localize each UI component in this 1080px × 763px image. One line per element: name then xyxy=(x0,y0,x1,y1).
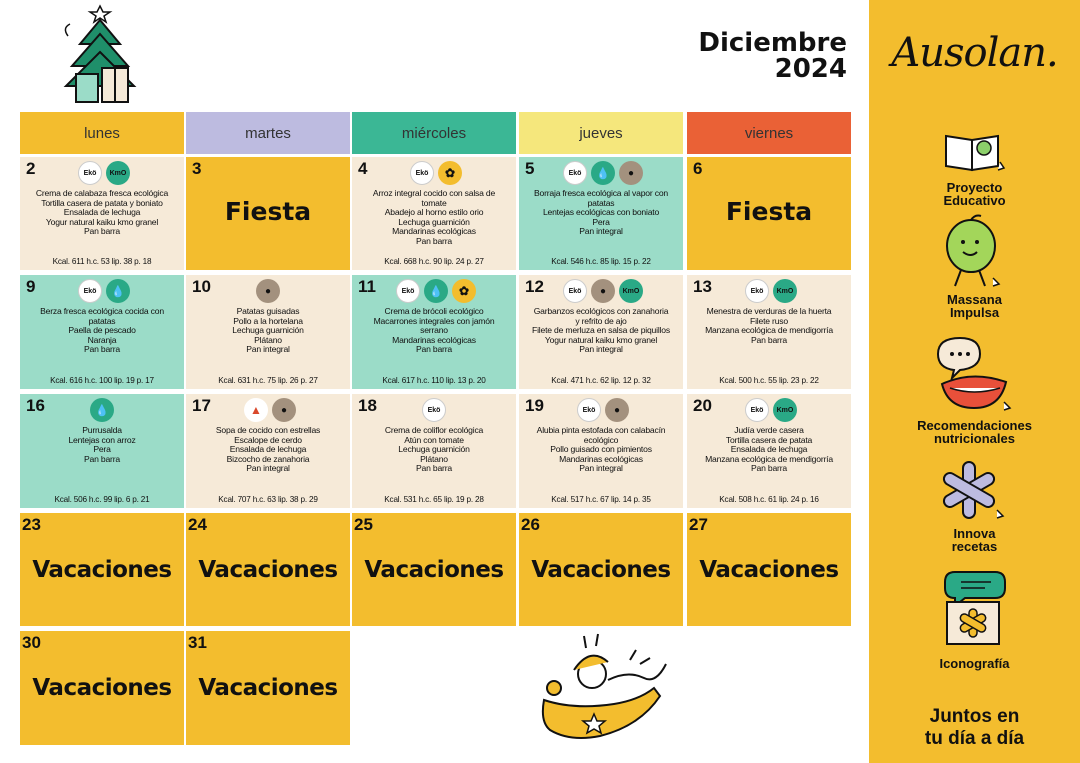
eko-icon: Ekö xyxy=(78,279,102,303)
menu-item: ecológico xyxy=(583,434,619,445)
menu-item: y refrito de ajo xyxy=(575,315,627,326)
menu-item: Lechuga guarnición xyxy=(398,444,470,455)
day-number: 26 xyxy=(521,515,540,534)
menu-item: Borraja fresca ecológica al vapor con xyxy=(534,188,668,198)
day-number: 9 xyxy=(26,277,36,296)
menu-item: Patatas guisadas xyxy=(236,306,300,316)
eko-icon: Ekö xyxy=(410,161,434,185)
menu-item: Tortilla casera de patata xyxy=(725,434,813,445)
header-label: martes xyxy=(245,124,291,142)
menu-item: Pollo a la hortelana xyxy=(233,315,303,326)
menu-item: Lentejas ecológicas con boniato xyxy=(542,207,660,218)
day-cell xyxy=(687,157,851,270)
seasonal-sun-icon: ✿ xyxy=(452,279,476,303)
tagline: Juntos en tu día a día xyxy=(924,706,1025,749)
day-number: 19 xyxy=(525,396,544,415)
month-name: Diciembre xyxy=(698,28,847,58)
menu-item: Crema de coliflor ecológica xyxy=(384,425,484,435)
menu-item: Pan barra xyxy=(84,453,120,464)
menu-icons xyxy=(78,161,130,185)
asterisk-icon xyxy=(935,458,1015,524)
menu-item: Lechuga guarnición xyxy=(232,325,304,336)
menu-list xyxy=(354,426,514,474)
menu-item: Crema de calabaza fresca ecológica xyxy=(35,188,169,198)
menu-list xyxy=(689,307,849,345)
menu-item: Pan barra xyxy=(84,226,120,237)
menu-item: Pan integral xyxy=(579,226,623,237)
santa-sleigh-illustration xyxy=(534,630,684,752)
menu-item: Lechuga guarnición xyxy=(398,216,470,227)
day-number: 20 xyxy=(693,396,712,415)
sidebar-item-iconografia[interactable] xyxy=(869,568,1080,670)
menu-item: Pera xyxy=(93,444,111,455)
nutrition-info: Kcal. 616 h.c. 100 lip. 19 p. 17 xyxy=(50,376,154,385)
menu-icons xyxy=(577,398,629,422)
menu-item: Filete de merluza en salsa de piquillos xyxy=(532,325,670,336)
kmo-icon: KmO xyxy=(619,279,643,303)
day-number: 6 xyxy=(693,159,703,178)
menu-item: Macarrones integrales con jamón xyxy=(373,315,495,326)
header-label: lunes xyxy=(84,124,120,142)
menu-item: patatas xyxy=(587,197,615,208)
menu-item: Plátano xyxy=(254,334,282,345)
kmo-icon: KmO xyxy=(773,398,797,422)
menu-item: Bizcocho de zanahoria xyxy=(226,453,310,464)
sidebar-item-innova-recetas[interactable] xyxy=(869,458,1080,553)
apron-icon: ▲ xyxy=(244,398,268,422)
menu-list xyxy=(188,307,348,355)
menu-list xyxy=(22,189,182,237)
month-title xyxy=(698,30,847,82)
menu-list xyxy=(354,189,514,247)
day-number: 25 xyxy=(354,515,373,534)
nutrition-info: Kcal. 500 h.c. 55 lip. 23 p. 22 xyxy=(719,376,819,385)
menu-item: Garbanzos ecológicos con zanahoria xyxy=(533,306,669,316)
menu-icons xyxy=(78,279,130,303)
nutrition-info: Kcal. 546 h.c. 85 lip. 15 p. 22 xyxy=(551,257,651,266)
vacation-label: Vacaciones xyxy=(364,557,504,583)
nutrition-info: Kcal. 631 h.c. 75 lip. 26 p. 27 xyxy=(218,376,318,385)
menu-item: Tortilla casera de patata y boniato xyxy=(41,197,163,208)
menu-icons xyxy=(745,279,797,303)
eko-icon: Ekö xyxy=(422,398,446,422)
menu-icons xyxy=(396,279,476,303)
apple-character-icon xyxy=(935,212,1015,292)
menu-list xyxy=(521,307,681,355)
nutrition-info: Kcal. 531 h.c. 65 lip. 19 p. 28 xyxy=(384,495,484,504)
menu-list xyxy=(521,426,681,474)
brand-logo: Ausolan. xyxy=(891,30,1058,76)
menu-item: Crema de brócoli ecológico xyxy=(384,306,484,316)
water-drop-icon: 💧 xyxy=(106,279,130,303)
menu-icons xyxy=(563,279,643,303)
mouth-speech-icon xyxy=(930,336,1020,416)
menu-item: Sopa de cocido con estrellas xyxy=(215,425,321,435)
menu-item: Filete ruso xyxy=(750,315,788,326)
sidebar-item-label: Iconografía xyxy=(939,656,1010,671)
seasonal-sun-icon: ✿ xyxy=(438,161,462,185)
day-cell xyxy=(186,513,350,626)
header-label: jueves xyxy=(579,124,623,142)
day-number: 11 xyxy=(358,277,376,296)
menu-item: Naranja xyxy=(87,334,117,345)
day-cell xyxy=(519,275,683,389)
day-number: 4 xyxy=(358,159,368,178)
menu-item: Pan barra xyxy=(751,463,787,474)
menu-item: Mandarinas ecológicas xyxy=(392,226,476,237)
day-number: 13 xyxy=(693,277,712,296)
menu-list xyxy=(689,426,849,474)
menu-item: Pan integral xyxy=(579,463,623,474)
vacation-label: Vacaciones xyxy=(32,675,172,701)
day-cell xyxy=(687,275,851,389)
menu-item: Pan integral xyxy=(246,463,290,474)
bread-icon: ● xyxy=(256,279,280,303)
menu-item: Lentejas con arroz xyxy=(68,434,136,445)
menu-item: Pan barra xyxy=(416,463,452,474)
sidebar xyxy=(869,0,1080,763)
bread-icon: ● xyxy=(272,398,296,422)
day-cell xyxy=(186,631,350,745)
kmo-icon: KmO xyxy=(773,279,797,303)
menu-icons xyxy=(256,279,280,303)
menu-item: Manzana ecológica de mendigorría xyxy=(705,325,833,336)
day-cell xyxy=(519,513,683,626)
header-lunes xyxy=(20,112,184,154)
sidebar-item-proyecto-educativo[interactable] xyxy=(869,128,1080,207)
nutrition-info: Kcal. 617 h.c. 110 lip. 13 p. 20 xyxy=(382,376,486,385)
vacation-label: Vacaciones xyxy=(32,557,172,583)
menu-list xyxy=(22,307,182,355)
menu-item: Alubia pinta estofada con calabacín xyxy=(536,425,666,435)
month-year: 2024 xyxy=(774,54,847,84)
header-viernes xyxy=(687,112,851,154)
day-cell xyxy=(186,394,350,508)
menu-item: Purrusalda xyxy=(82,425,122,435)
water-drop-icon: 💧 xyxy=(424,279,448,303)
day-cell xyxy=(20,157,184,270)
menu-item: Plátano xyxy=(420,453,448,464)
menu-item: Judía verde casera xyxy=(734,425,804,435)
header-martes xyxy=(186,112,350,154)
eko-icon: Ekö xyxy=(745,279,769,303)
vacation-label: Vacaciones xyxy=(198,557,338,583)
bread-icon: ● xyxy=(591,279,615,303)
menu-item: Ensalada de lechuga xyxy=(730,444,808,455)
menu-item: Mandarinas ecológicas xyxy=(392,334,476,345)
menu-list xyxy=(521,189,681,237)
holiday-label: Fiesta xyxy=(725,197,813,226)
eko-icon: Ekö xyxy=(745,398,769,422)
menu-item: Escalope de cerdo xyxy=(234,434,302,445)
menu-item: Manzana ecológica de mendigorría xyxy=(705,453,833,464)
menu-icons xyxy=(422,398,446,422)
nutrition-info: Kcal. 517 h.c. 67 lip. 14 p. 35 xyxy=(551,495,651,504)
menu-item: Pan integral xyxy=(246,344,290,355)
day-number: 16 xyxy=(26,396,45,415)
vacation-label: Vacaciones xyxy=(198,675,338,701)
day-number: 30 xyxy=(22,633,41,652)
bread-icon: ● xyxy=(605,398,629,422)
holiday-label: Fiesta xyxy=(224,197,312,226)
day-cell xyxy=(687,513,851,626)
day-cell xyxy=(352,513,516,626)
day-cell xyxy=(186,275,350,389)
book-apple-icon xyxy=(940,128,1010,176)
vacation-label: Vacaciones xyxy=(699,557,839,583)
menu-item: Ensalada de lechuga xyxy=(229,444,307,455)
menu-list xyxy=(354,307,514,355)
day-number: 5 xyxy=(525,159,535,178)
speech-asterisk-icon xyxy=(935,568,1015,648)
menu-item: patatas xyxy=(88,315,116,326)
day-number: 12 xyxy=(525,277,544,296)
menu-item: Menestra de verduras de la huerta xyxy=(706,306,832,316)
sidebar-item-label: Massana Impulsa xyxy=(947,292,1002,320)
day-cell xyxy=(20,394,184,508)
header-label: miércoles xyxy=(401,124,467,142)
menu-item: Paella de pescado xyxy=(68,325,136,336)
sidebar-item-massana-impulsa[interactable] xyxy=(869,212,1080,319)
water-drop-icon: 💧 xyxy=(90,398,114,422)
eko-icon: Ekö xyxy=(577,398,601,422)
nutrition-info: Kcal. 508 h.c. 61 lip. 24 p. 16 xyxy=(719,495,819,504)
vacation-label: Vacaciones xyxy=(531,557,671,583)
nutrition-info: Kcal. 471 h.c. 62 lip. 12 p. 32 xyxy=(551,376,651,385)
menu-icons xyxy=(410,161,462,185)
day-cell xyxy=(20,275,184,389)
water-drop-icon: 💧 xyxy=(591,161,615,185)
nutrition-info: Kcal. 611 h.c. 53 lip. 38 p. 18 xyxy=(52,257,152,266)
day-number: 31 xyxy=(188,633,207,652)
menu-item: serrano xyxy=(420,325,448,336)
sidebar-item-label: Innova recetas xyxy=(951,526,998,554)
day-cell xyxy=(186,157,350,270)
menu-item: Arroz integral cocido con salsa de xyxy=(372,188,496,198)
menu-item: Pan integral xyxy=(579,344,623,355)
sidebar-item-label: Recomendaciones nutricionales xyxy=(917,418,1032,446)
eko-icon: Ekö xyxy=(563,279,587,303)
menu-item: Ensalada de lechuga xyxy=(63,207,141,218)
menu-icons xyxy=(90,398,114,422)
nutrition-info: Kcal. 668 h.c. 90 lip. 24 p. 27 xyxy=(384,257,484,266)
nutrition-info: Kcal. 707 h.c. 63 lip. 38 p. 29 xyxy=(218,495,318,504)
menu-item: Pollo guisado con pimientos xyxy=(550,444,652,455)
day-cell xyxy=(519,394,683,508)
day-number: 3 xyxy=(192,159,202,178)
sidebar-item-recomendaciones[interactable] xyxy=(869,336,1080,445)
menu-item: Pan barra xyxy=(416,235,452,246)
menu-item: Pan barra xyxy=(84,344,120,355)
menu-item: Pera xyxy=(592,216,610,227)
day-cell xyxy=(687,394,851,508)
menu-icons xyxy=(563,161,643,185)
eko-icon: Ekö xyxy=(396,279,420,303)
menu-icons xyxy=(244,398,296,422)
menu-item: Abadejo al horno estilo orio xyxy=(384,207,484,218)
menu-item: Pan barra xyxy=(751,334,787,345)
menu-icons xyxy=(745,398,797,422)
day-number: 23 xyxy=(22,515,41,534)
sidebar-item-label: Proyecto Educativo xyxy=(943,180,1006,208)
eko-icon: Ekö xyxy=(563,161,587,185)
day-number: 18 xyxy=(358,396,377,415)
header-miercoles xyxy=(352,112,516,154)
christmas-tree-illustration xyxy=(62,2,146,108)
header-jueves xyxy=(519,112,683,154)
menu-list xyxy=(22,426,182,464)
bread-icon: ● xyxy=(619,161,643,185)
day-number: 27 xyxy=(689,515,708,534)
menu-item: Yogur natural kaiku kmo granel xyxy=(544,334,658,345)
menu-item: Pan barra xyxy=(416,344,452,355)
menu-item: Yogur natural kaiku kmo granel xyxy=(45,216,159,227)
day-cell xyxy=(20,513,184,626)
day-cell xyxy=(352,157,516,270)
day-number: 17 xyxy=(192,396,211,415)
kmo-icon: KmO xyxy=(106,161,130,185)
menu-item: Atún con tomate xyxy=(404,434,464,445)
eko-icon: Ekö xyxy=(78,161,102,185)
menu-item: Mandarinas ecológicas xyxy=(559,453,643,464)
nutrition-info: Kcal. 506 h.c. 99 lip. 6 p. 21 xyxy=(54,495,150,504)
day-cell xyxy=(20,631,184,745)
day-cell xyxy=(352,275,516,389)
menu-list xyxy=(188,426,348,474)
day-cell xyxy=(352,394,516,508)
menu-item: tomate xyxy=(421,197,447,208)
day-number: 24 xyxy=(188,515,207,534)
header-label: viernes xyxy=(744,124,794,142)
day-number: 10 xyxy=(192,277,211,296)
day-cell xyxy=(519,157,683,270)
menu-item: Berza fresca ecológica cocida con xyxy=(40,306,164,316)
day-number: 2 xyxy=(26,159,36,178)
